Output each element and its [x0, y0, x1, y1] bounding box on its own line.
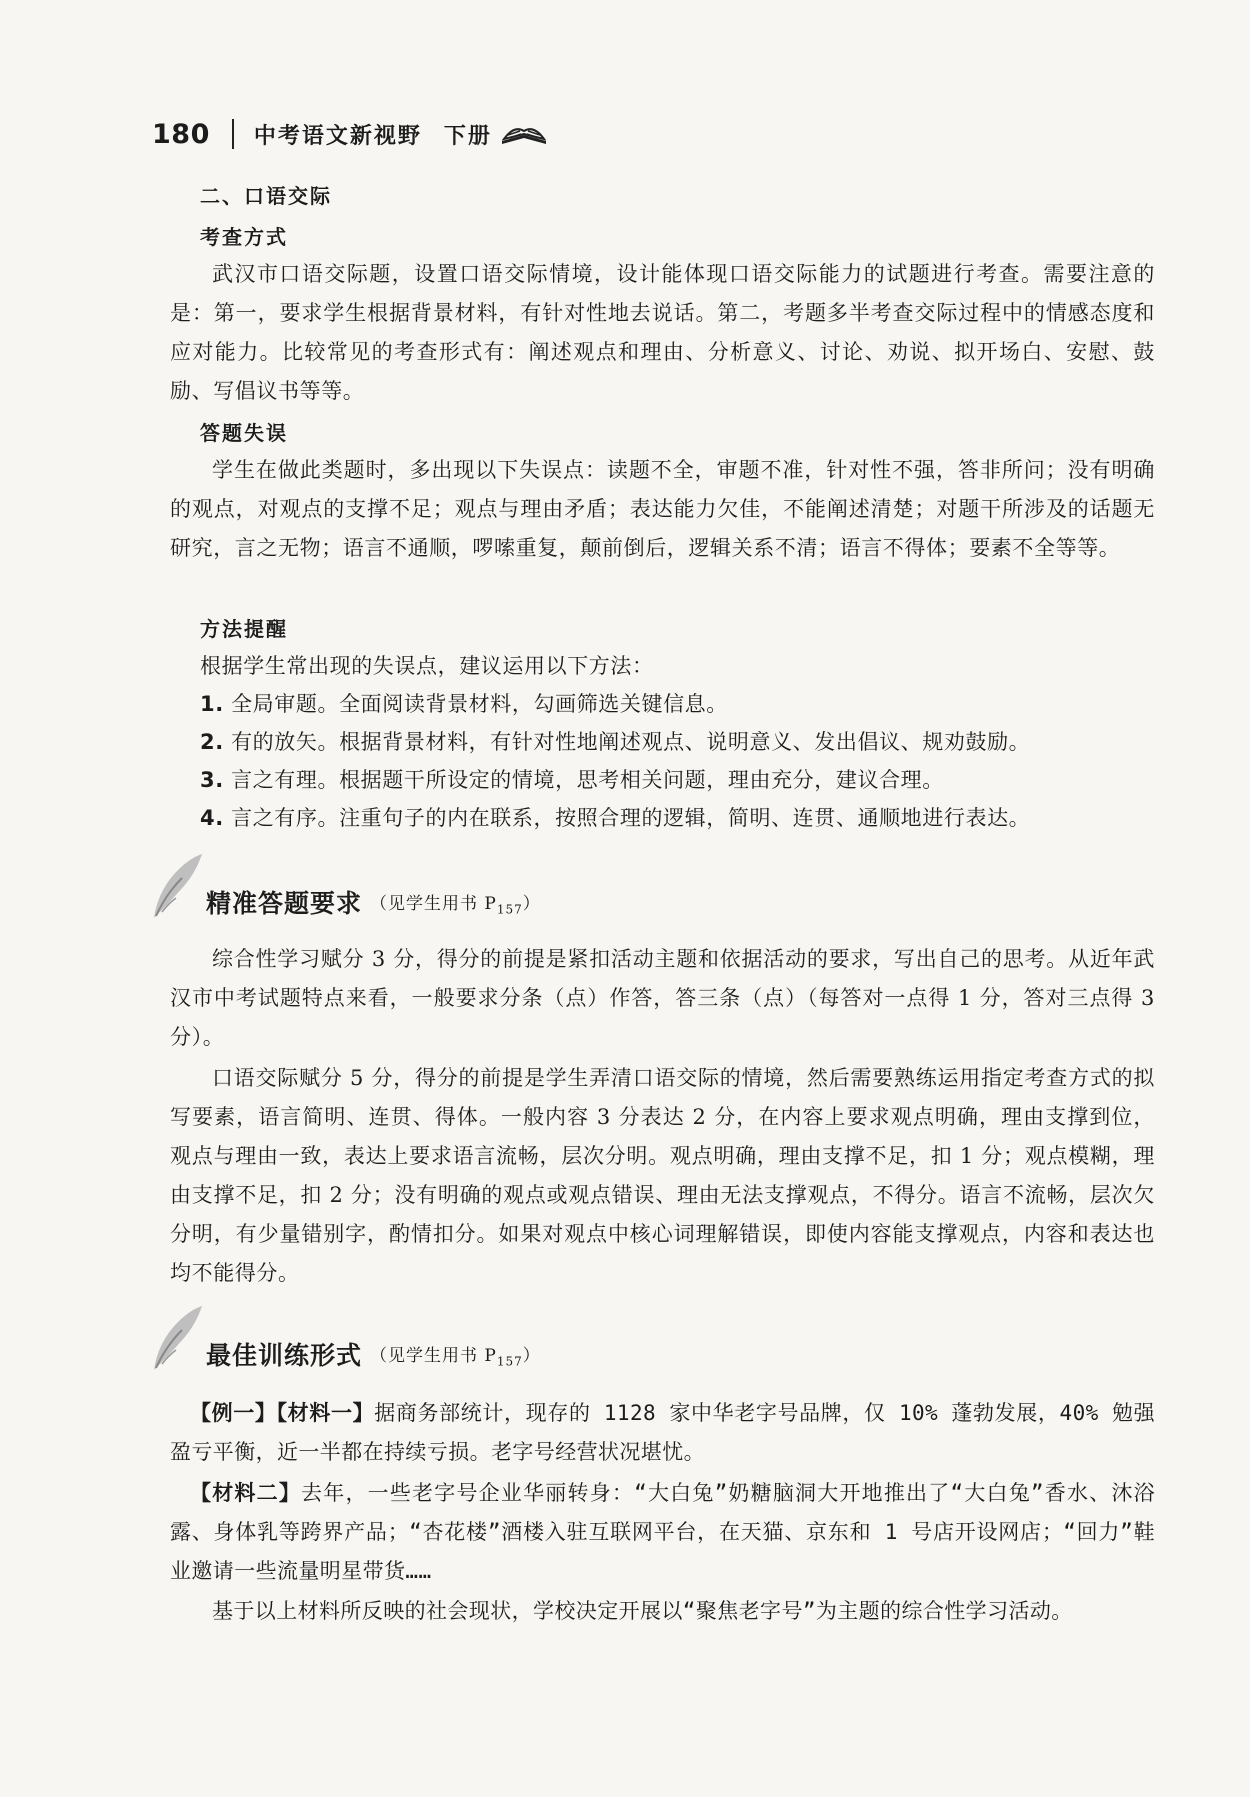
banner-reference — [370, 889, 541, 916]
quill-brush-icon — [148, 1302, 206, 1378]
requirements-paragraph-1: 综合性学习赋分 3 分，得分的前提是紧扣活动主题和依据活动的要求，写出自己的思考。从近年武汉市中考试题特点来看，一般要求分条（点）作答，答三条（点）（每答对一点得 1 分，答对三点得 3 分）。 — [170, 947, 1155, 1049]
volume-label: 下册 — [443, 123, 492, 149]
errors-heading: 答题失误 — [200, 421, 288, 445]
tip-number: 3. — [200, 768, 224, 792]
tip-text: 有的放矢。根据背景材料，有针对性地阐述观点、说明意义、发出倡议、规劝鼓励。 — [231, 730, 1031, 754]
example-task-intro: 基于以上材料所反映的社会现状，学校决定开展以“聚焦老字号”为主题的综合性学习活动。 — [212, 1599, 1073, 1623]
reference-page: 157 — [496, 902, 523, 916]
open-book-icon — [500, 117, 548, 151]
tip-item — [200, 762, 944, 798]
tip-item — [200, 724, 1030, 760]
tip-number: 4. — [200, 806, 224, 830]
material-2-text: 去年，一些老字号企业华丽转身：“大白兔”奶糖脑洞大开地推出了“大白兔”香水、沐浴露、身体乳等跨界产品；“杏花楼”酒楼入驻互联网平台，在天猫、京东和 1 号店开设网店；“回力”鞋业邀请一些流量明星带货…… — [170, 1481, 1155, 1583]
page-number: 180 — [152, 118, 210, 150]
section-title: 二、口语交际 — [200, 184, 332, 208]
tip-text: 言之有理。根据题干所设定的情境，思考相关问题，理由充分，建议合理。 — [231, 768, 944, 792]
header-divider — [232, 119, 234, 149]
material-1-text: 据商务部统计，现存的 1128 家中华老字号品牌，仅 10% 蓬勃发展，40% 勉强盈亏平衡，近一半都在持续亏损。老字号经营状况堪忧。 — [170, 1401, 1155, 1464]
tip-item — [200, 800, 1030, 836]
tip-item — [200, 686, 728, 722]
requirements-paragraph-2: 口语交际赋分 5 分，得分的前提是学生弄清口语交际的情境，然后需要熟练运用指定考查方式的拟写要素，语言简明、连贯、得体。一般内容 3 分表达 2 分，在内容上要求观点明确，理由支撑到位，观点与理由一致，表达上要求语言流畅，层次分明。观点明确，理由支撑不足，扣 1 分；观点模糊，理由支撑不足，扣 2 分；没有明确的观点或观点错误、理由无法支撑观点，不得分。语言不流畅，层次欠分明，有少量错别字，酌情扣分。如果对观点中核心词理解错误，即使内容能支撑观点，内容和表达也均不能得分。 — [170, 1066, 1155, 1285]
tip-number: 2. — [200, 730, 224, 754]
material-2-label: 【材料二】 — [190, 1481, 302, 1505]
example-material-2 — [170, 1474, 1155, 1591]
errors-paragraph: 学生在做此类题时，多出现以下失误点：读题不全，审题不准，针对性不强，答非所问；没有明确的观点，对观点的支撑不足；观点与理由矛盾；表达能力欠佳，不能阐述清楚；对题干所涉及的话题无研究，言之无物；语言不通顺，啰嗦重复，颠前倒后，逻辑关系不清；语言不得体；要素不全等等。 — [170, 458, 1155, 560]
quill-brush-icon — [148, 850, 206, 926]
banner-title: 最佳训练形式 — [206, 1341, 363, 1370]
method-heading: 考查方式 — [200, 225, 288, 249]
section-banner — [152, 1320, 541, 1372]
tip-number: 1. — [200, 692, 224, 716]
reference-page: 157 — [496, 1354, 523, 1368]
section-banner — [152, 868, 541, 920]
banner-title: 精准答题要求 — [206, 889, 363, 918]
reference-prefix: （见学生用书 P — [370, 1345, 497, 1366]
book-title: 中考语文新视野 — [253, 123, 422, 149]
example-material-1 — [170, 1394, 1155, 1472]
page-header — [152, 112, 548, 156]
reference-suffix: ） — [522, 893, 541, 914]
tips-heading: 方法提醒 — [200, 617, 288, 641]
reference-suffix: ） — [522, 1345, 541, 1366]
method-paragraph: 武汉市口语交际题，设置口语交际情境，设计能体现口语交际能力的试题进行考查。需要注意的是：第一，要求学生根据背景材料，有针对性地去说话。第二，考题多半考查交际过程中的情感态度和应对能力。比较常见的考查形式有：阐述观点和理由、分析意义、讨论、劝说、拟开场白、安慰、鼓励、写倡议书等等。 — [170, 262, 1155, 403]
tip-text: 言之有序。注重句子的内在联系，按照合理的逻辑，简明、连贯、通顺地进行表达。 — [231, 806, 1031, 830]
banner-reference — [370, 1341, 541, 1368]
reference-prefix: （见学生用书 P — [370, 893, 497, 914]
tips-intro: 根据学生常出现的失误点，建议运用以下方法： — [200, 654, 654, 678]
example-label: 【例一】【材料一】 — [190, 1401, 375, 1425]
tip-text: 全局审题。全面阅读背景材料，勾画筛选关键信息。 — [231, 692, 728, 716]
